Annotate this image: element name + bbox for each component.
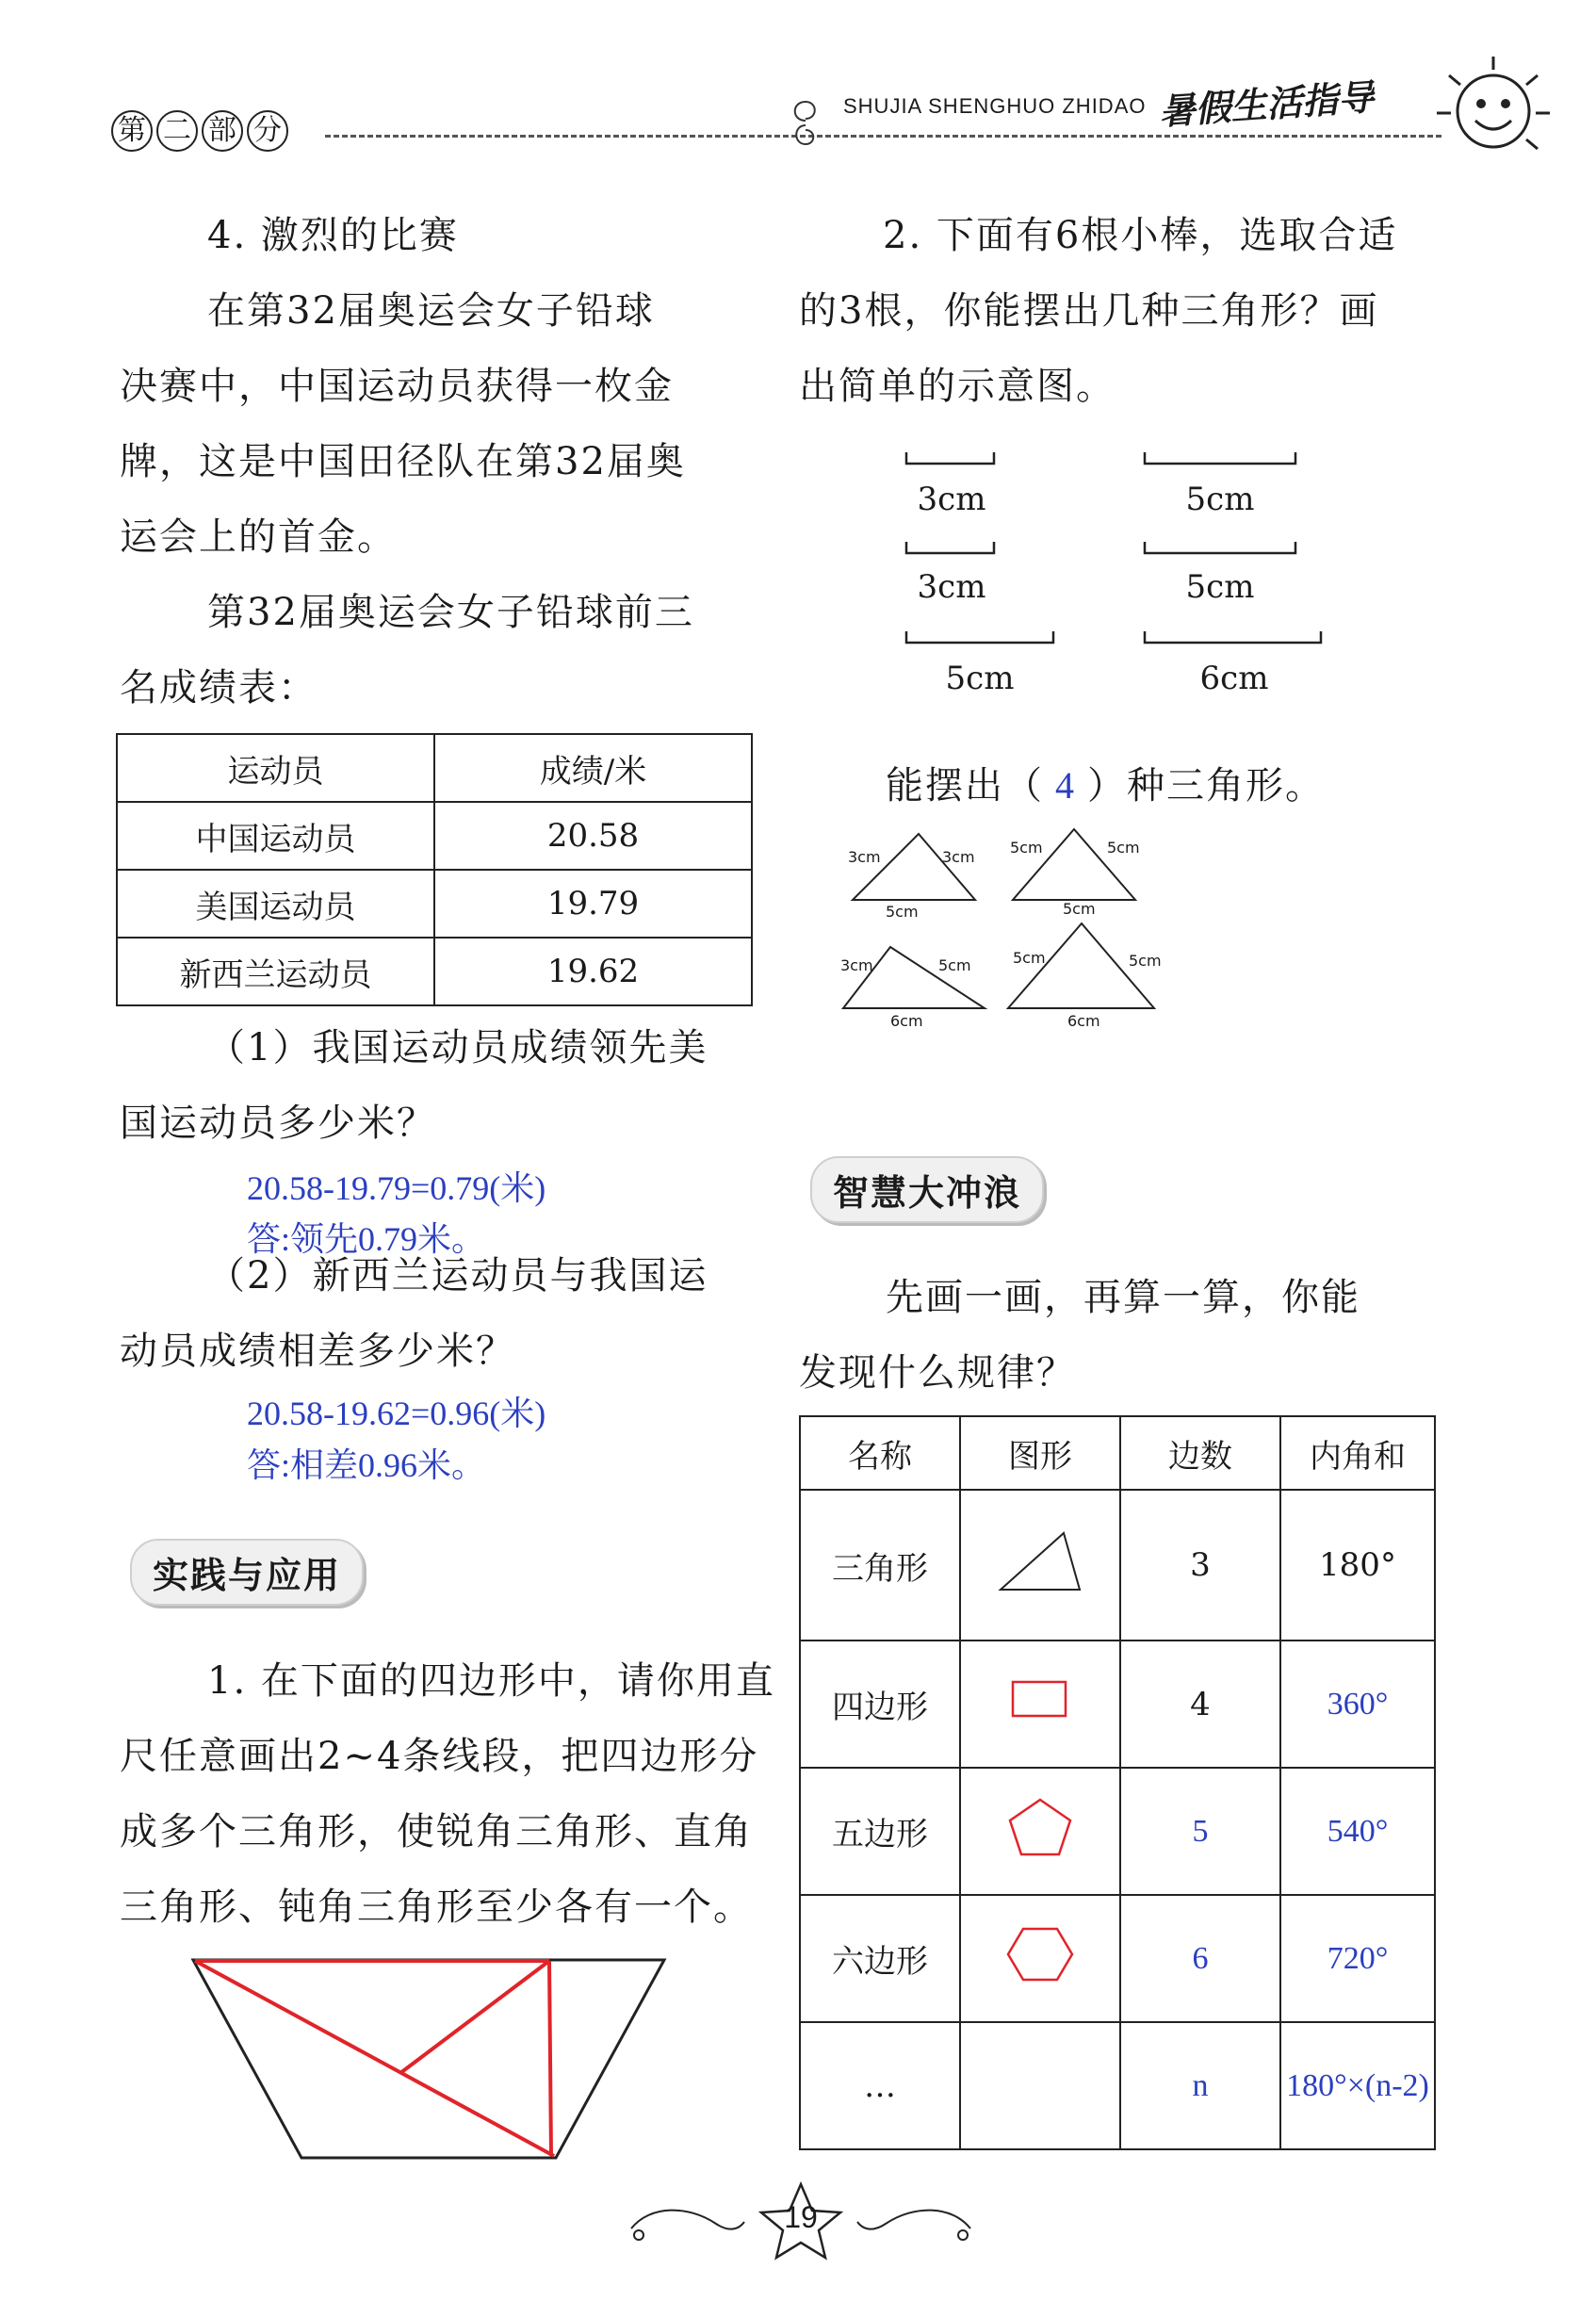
stick-label: 6cm [1199, 660, 1269, 697]
side-count: 4 [1120, 1641, 1280, 1768]
header-divider [325, 135, 1441, 138]
practice-section-badge: 实践与应用 [130, 1539, 364, 1606]
smiling-sun-icon [1423, 38, 1564, 170]
angle-sum-answer: 540° [1280, 1768, 1435, 1895]
angle-sum-answer: 720° [1280, 1895, 1435, 2022]
table-header-cell: 图形 [960, 1416, 1120, 1490]
side-count-answer: 6 [1120, 1895, 1280, 2022]
answer-count-line [886, 756, 1325, 809]
table-cell: 19.79 [434, 870, 752, 938]
shape-figure [960, 1895, 1120, 2022]
stick-label: 5cm [1185, 568, 1255, 606]
shape-name: 三角形 [800, 1490, 960, 1641]
shape-name: 五边形 [800, 1768, 960, 1895]
angle-sum-formula: 180°×(n-2) [1280, 2022, 1435, 2149]
stick-5cm [1145, 542, 1295, 553]
answer-2-text: 答:相差0.96米。 [247, 1446, 486, 1484]
sticks-figure [895, 443, 1347, 660]
question-2-line: （2）新西兰运动员与我国运 [207, 1254, 708, 1298]
trapezoid-outline [193, 1960, 664, 2158]
triangle-label: 5cm [1107, 839, 1140, 857]
shape-figure [960, 1490, 1120, 1641]
quadrilateral-shape [1007, 1676, 1073, 1723]
triangle-count-answer: 4 [1055, 764, 1076, 807]
triangle-label: 5cm [1010, 839, 1043, 857]
table-row [800, 1490, 1435, 1641]
pentagon-shape [1002, 1794, 1078, 1860]
triangle-label: 6cm [1067, 1012, 1100, 1030]
table-intro-line: 名成绩表： [120, 666, 318, 710]
challenge-section-badge: 智慧大冲浪 [810, 1156, 1044, 1223]
table-header-row [117, 734, 752, 802]
page-number: 19 [784, 2200, 818, 2234]
triangle-label: 5cm [1013, 949, 1046, 967]
stick-label: 3cm [917, 568, 986, 606]
table-header-cell: 名称 [800, 1416, 960, 1490]
drawn-segment [549, 1961, 551, 2156]
header-pinyin: SHUJIA SHENGHUO ZHIDAO [843, 94, 1147, 118]
polygon-angle-table [799, 1415, 1436, 2150]
paragraph-line: 牌，这是中国田径队在第32届奥 [120, 440, 686, 483]
table-row [117, 938, 752, 1005]
paragraph-line: 决赛中，中国运动员获得一枚金 [120, 365, 674, 408]
stick-6cm [1145, 631, 1321, 643]
table-row [117, 802, 752, 870]
task-1-line: 1. 在下面的四边形中，请你用直 [207, 1659, 775, 1703]
stick-3cm [906, 542, 994, 553]
question-1-line: （1）我国运动员成绩领先美 [207, 1026, 708, 1069]
paragraph-line: 运会上的首金。 [120, 515, 397, 559]
header-title: 暑假生活指导 [1157, 76, 1376, 133]
table-header-cell: 运动员 [117, 734, 434, 802]
triangle-label: 5cm [886, 903, 919, 921]
problem-4-heading: 4. 激烈的比赛 [207, 214, 459, 257]
table-header-cell: 内角和 [1280, 1416, 1435, 1490]
table-cell: 美国运动员 [117, 870, 434, 938]
drawn-segment [400, 1961, 549, 2073]
answer-1-text: 答:领先0.79米。 [247, 1220, 486, 1258]
section-char: 分 [247, 110, 288, 152]
stick-label: 5cm [1185, 481, 1255, 518]
shape-figure [960, 1641, 1120, 1768]
table-header-cell: 成绩/米 [434, 734, 752, 802]
shape-name: 四边形 [800, 1641, 960, 1768]
table-row [800, 1895, 1435, 2022]
angle-sum: 180° [1280, 1490, 1435, 1641]
section-char: 二 [156, 110, 198, 152]
problem-2-line: 出简单的示意图。 [799, 365, 1116, 408]
table-row [800, 2022, 1435, 2149]
triangle-3-3-5 [853, 834, 975, 900]
table-intro-line: 第32届奥运会女子铅球前三 [207, 591, 694, 634]
answer-1-calc: 20.58-19.79=0.79(米) [247, 1169, 546, 1207]
side-count: 3 [1120, 1490, 1280, 1641]
swirl-ornament [782, 83, 829, 158]
task-1-line: 成多个三角形，使锐角三角形、直角 [120, 1810, 753, 1853]
shape-figure [960, 1768, 1120, 1895]
quadrilateral-figure [184, 1955, 674, 2172]
table-header-cell: 边数 [1120, 1416, 1280, 1490]
side-count-answer: 5 [1120, 1768, 1280, 1895]
shape-name: 六边形 [800, 1895, 960, 2022]
stick-5cm [906, 631, 1053, 643]
section-char: 第 [111, 110, 153, 152]
triangle-label: 5cm [1129, 952, 1162, 970]
stick-5cm [1145, 452, 1295, 464]
triangle-shape [993, 1524, 1087, 1599]
challenge-intro-line: 发现什么规律？ [799, 1351, 1076, 1395]
table-cell: 20.58 [434, 802, 752, 870]
answer-2-calc: 20.58-19.62=0.96(米) [247, 1395, 546, 1432]
table-cell: 新西兰运动员 [117, 938, 434, 1005]
challenge-intro-line: 先画一画，再算一算，你能 [886, 1276, 1360, 1319]
triangle-label: 3cm [942, 848, 975, 866]
stick-3cm [906, 452, 994, 464]
triangle-label: 6cm [890, 1012, 923, 1030]
problem-2-line: 的3根，你能摆出几种三角形？画 [799, 289, 1379, 333]
stick-label: 5cm [945, 660, 1015, 697]
triangle-label: 5cm [1063, 900, 1096, 918]
task-1-line: 尺任意画出2~4条线段，把四边形分 [120, 1735, 759, 1778]
task-1-line: 三角形、钝角三角形至少各有一个。 [120, 1885, 753, 1929]
shape-figure [960, 2022, 1120, 2149]
answer-prefix: 能摆出（ [886, 764, 1044, 808]
question-2-line: 动员成绩相差多少米？ [120, 1330, 515, 1373]
triangle-label: 3cm [848, 848, 881, 866]
table-cell: 中国运动员 [117, 802, 434, 870]
triangle-label: 5cm [938, 956, 971, 974]
table-row [800, 1641, 1435, 1768]
table-cell: 19.62 [434, 938, 752, 1005]
table-header-row [800, 1416, 1435, 1490]
section-label [111, 110, 292, 152]
triangle-label: 3cm [840, 956, 873, 974]
shape-name: … [800, 2022, 960, 2149]
stick-label: 3cm [917, 481, 986, 518]
problem-2-line: 2. 下面有6根小棒，选取合适 [883, 214, 1398, 257]
angle-sum-answer: 360° [1280, 1641, 1435, 1768]
hexagon-shape [1002, 1921, 1078, 1987]
drawn-segment [195, 1961, 554, 2156]
answer-suffix: ）种三角形。 [1087, 764, 1325, 808]
table-row [800, 1768, 1435, 1895]
section-char: 部 [202, 110, 243, 152]
question-1-line: 国运动员多少米？ [120, 1102, 436, 1145]
table-row [117, 870, 752, 938]
paragraph-line: 在第32届奥运会女子铅球 [207, 289, 655, 333]
side-count-answer: n [1120, 2022, 1280, 2149]
shot-put-results-table [116, 733, 753, 1006]
